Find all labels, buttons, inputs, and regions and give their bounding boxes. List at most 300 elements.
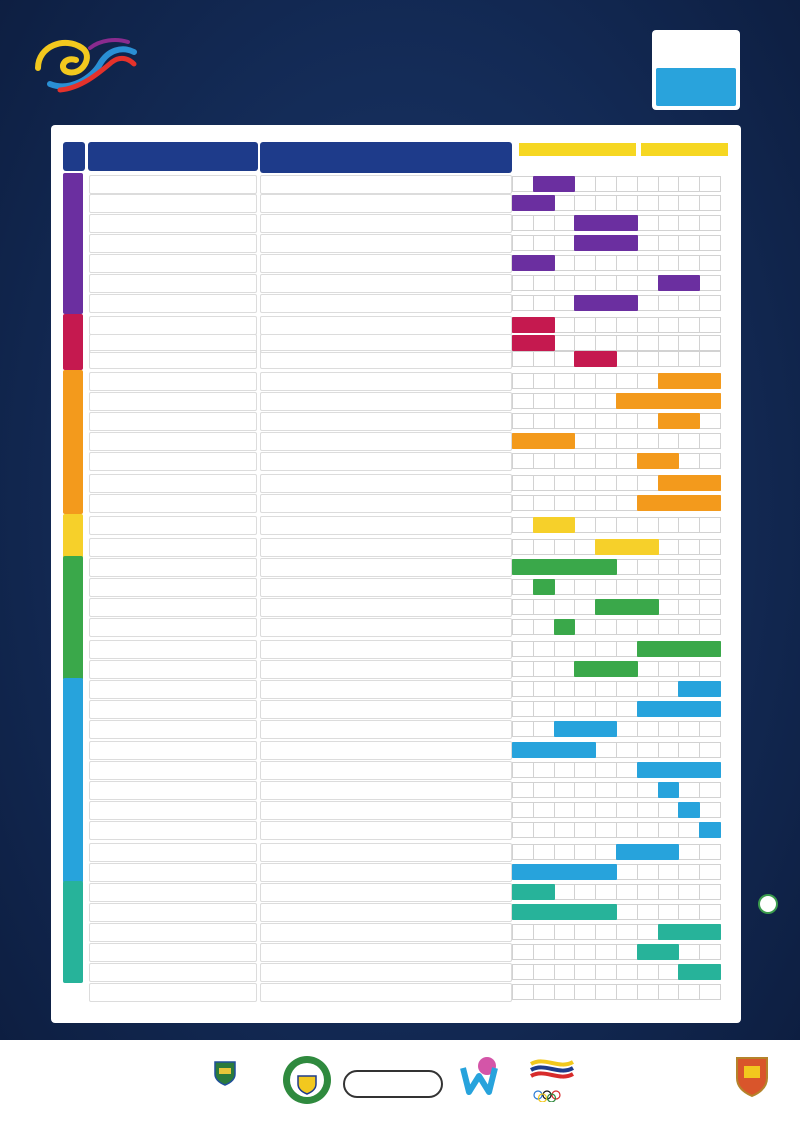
schedule-cell (574, 884, 596, 900)
schedule-cell (678, 215, 700, 231)
schedule-cell (595, 275, 617, 291)
schedule-bar (658, 275, 700, 291)
schedule-cell (512, 275, 534, 291)
schedule-cell (637, 661, 659, 677)
schedule-cell (637, 619, 659, 635)
schedule-cell (616, 742, 638, 758)
schedule-cell (595, 701, 617, 717)
schedule-cell (595, 453, 617, 469)
schedule-cell (616, 433, 638, 449)
schedule-cell (533, 413, 555, 429)
schedule-cell (512, 235, 534, 251)
venue-name (260, 720, 512, 739)
schedule-cell (533, 373, 555, 389)
schedule-bar (658, 373, 721, 389)
schedule-cell (699, 351, 721, 367)
schedule-cell (512, 641, 534, 657)
venue-name (260, 680, 512, 699)
schedule-cell (595, 822, 617, 838)
sport-name (89, 720, 257, 739)
sport-name (89, 538, 257, 557)
schedule-cell (554, 641, 575, 657)
schedule-cell (699, 802, 721, 818)
schedule-cell (533, 495, 555, 511)
schedule-cell (595, 579, 617, 595)
schedule-cell (616, 453, 638, 469)
schedule-cell (512, 802, 534, 818)
schedule-bar (574, 661, 638, 677)
venue-name (260, 700, 512, 719)
schedule-cell (658, 661, 679, 677)
schedule-cell (658, 864, 679, 880)
schedule-cell (512, 579, 534, 595)
schedule-cell (658, 195, 679, 211)
schedule-cell (574, 195, 596, 211)
schedule-cell (699, 275, 721, 291)
schedule-cell (616, 335, 638, 351)
schedule-cell (678, 782, 700, 798)
venue-name (260, 863, 512, 882)
schedule-cell (637, 275, 659, 291)
schedule-cell (574, 335, 596, 351)
schedule-cell (512, 964, 534, 980)
schedule-cell (533, 924, 555, 940)
schedule-cell (512, 822, 534, 838)
schedule-cell (574, 539, 596, 555)
schedule-cell (595, 475, 617, 491)
schedule-cell (699, 255, 721, 271)
schedule-bar (678, 681, 721, 697)
schedule-cell (574, 433, 596, 449)
schedule-cell (637, 517, 659, 533)
schedule-cell (512, 721, 534, 737)
olympic-rings-icon (530, 1090, 574, 1102)
schedule-cell (595, 944, 617, 960)
schedule-bar (574, 235, 638, 251)
schedule-cell (554, 944, 575, 960)
schedule-cell (595, 802, 617, 818)
schedule-cell (574, 255, 596, 271)
schedule-cell (658, 964, 679, 980)
schedule-cell (533, 539, 555, 555)
schedule-cell (533, 393, 555, 409)
sport-name (89, 700, 257, 719)
schedule-cell (574, 619, 596, 635)
venue-name (260, 494, 512, 513)
schedule-bar (658, 475, 721, 491)
schedule-cell (678, 351, 700, 367)
schedule-cell (595, 681, 617, 697)
schedule-cell (574, 641, 596, 657)
colombia-seal-logo (280, 1054, 334, 1108)
schedule-cell (616, 904, 638, 920)
schedule-bar (574, 351, 617, 367)
schedule-cell (616, 822, 638, 838)
schedule-cell (699, 559, 721, 575)
sponsors-footer (0, 1040, 800, 1133)
schedule-cell (574, 393, 596, 409)
schedule-bar (678, 964, 721, 980)
schedule-cell (699, 619, 721, 635)
schedule-cell (699, 661, 721, 677)
schedule-cell (637, 195, 659, 211)
schedule-cell (637, 559, 659, 575)
schedule-bar (574, 295, 638, 311)
schedule-cell (574, 579, 596, 595)
schedule-bar (533, 579, 555, 595)
schedule-cell (678, 235, 700, 251)
schedule-cell (533, 641, 555, 657)
schedule-cell (637, 802, 659, 818)
sport-name (89, 350, 257, 369)
schedule-cell (574, 822, 596, 838)
schedule-bar (658, 413, 700, 429)
sport-name (89, 214, 257, 233)
schedule-cell (574, 762, 596, 778)
schedule-cell (554, 195, 575, 211)
schedule-cell (554, 317, 575, 333)
olympic-committee-icon (527, 1056, 577, 1088)
schedule-cell (637, 176, 659, 192)
schedule-cell (699, 864, 721, 880)
schedule-cell (512, 215, 534, 231)
sport-name (89, 801, 257, 820)
venue-name (260, 618, 512, 637)
schedule-cell (512, 984, 534, 1000)
schedule-cell (637, 433, 659, 449)
sport-name (89, 660, 257, 679)
schedule-cell (512, 944, 534, 960)
schedule-cell (595, 782, 617, 798)
schedule-cell (699, 335, 721, 351)
schedule-cell (533, 351, 555, 367)
schedule-cell (595, 335, 617, 351)
cali-shield-icon (734, 1056, 770, 1098)
schedule-cell (574, 517, 596, 533)
schedule-cell (699, 904, 721, 920)
schedule-cell (533, 681, 555, 697)
schedule-bar (637, 453, 679, 469)
schedule-cell (616, 864, 638, 880)
sport-name (89, 923, 257, 942)
schedule-cell (678, 176, 700, 192)
schedule-cell (512, 413, 534, 429)
schedule-cell (554, 351, 575, 367)
venue-name (260, 254, 512, 273)
schedule-cell (699, 433, 721, 449)
schedule-cell (637, 413, 659, 429)
sport-name (89, 432, 257, 451)
schedule-cell (616, 641, 638, 657)
schedule-bar (574, 215, 638, 231)
sport-name (89, 294, 257, 313)
schedule-cell (616, 579, 638, 595)
schedule-cell (658, 579, 679, 595)
category-bar (63, 556, 83, 680)
page-header (0, 0, 800, 110)
venue-name (260, 194, 512, 213)
schedule-cell (533, 964, 555, 980)
sport-name (89, 412, 257, 431)
venue-name (260, 516, 512, 535)
schedule-cell (699, 413, 721, 429)
schedule-cell (658, 619, 679, 635)
colombia-seal-icon (281, 1054, 333, 1106)
schedule-cell (699, 782, 721, 798)
schedule-cell (616, 984, 638, 1000)
schedule-cell (658, 559, 679, 575)
schedule-cell (595, 762, 617, 778)
schedule-cell (574, 701, 596, 717)
sport-name (89, 372, 257, 391)
schedule-bar (512, 559, 617, 575)
schedule-cell (658, 351, 679, 367)
sport-name (89, 863, 257, 882)
schedule-cell (658, 742, 679, 758)
schedule-cell (678, 661, 700, 677)
schedule-cell (512, 539, 534, 555)
schedule-cell (533, 944, 555, 960)
schedule-cell (616, 351, 638, 367)
schedule-cell (637, 904, 659, 920)
iwga-icon (457, 1054, 501, 1098)
clase-header (63, 142, 85, 171)
schedule-cell (637, 215, 659, 231)
venue-name (260, 903, 512, 922)
schedule-cell (637, 475, 659, 491)
schedule-cell (574, 317, 596, 333)
schedule-cell (533, 215, 555, 231)
schedule-cell (616, 475, 638, 491)
alcaldia-logo (712, 1056, 792, 1100)
schedule-cell (554, 453, 575, 469)
schedule-cell (616, 373, 638, 389)
schedule-cell (533, 619, 555, 635)
schedule-cell (637, 721, 659, 737)
schedule-cell (699, 517, 721, 533)
schedule-cell (678, 433, 700, 449)
schedule-cell (595, 495, 617, 511)
coc-logo (520, 1056, 584, 1104)
sport-name (89, 903, 257, 922)
schedule-bar (637, 641, 721, 657)
schedule-cell (595, 317, 617, 333)
schedule-bar (533, 517, 575, 533)
sport-name (89, 963, 257, 982)
schedule-cell (699, 984, 721, 1000)
schedule-cell (595, 195, 617, 211)
schedule-cell (658, 681, 679, 697)
sport-name (89, 194, 257, 213)
schedule-cell (678, 195, 700, 211)
schedule-cell (574, 924, 596, 940)
sport-name (89, 392, 257, 411)
schedule-cell (512, 701, 534, 717)
venue-name (260, 983, 512, 1002)
sport-name (89, 494, 257, 513)
coldeportes-logo (343, 1070, 443, 1098)
schedule-cell (658, 215, 679, 231)
recycle-icon (758, 894, 778, 914)
sport-name (89, 274, 257, 293)
schedule-cell (699, 599, 721, 615)
schedule-cell (678, 453, 700, 469)
schedule-cell (533, 475, 555, 491)
month-julio (519, 143, 636, 156)
schedule-cell (616, 762, 638, 778)
valle-shield-icon (212, 1060, 238, 1086)
schedule-cell (554, 235, 575, 251)
category-bar (63, 314, 83, 370)
venue-name (260, 558, 512, 577)
schedule-cell (658, 517, 679, 533)
schedule-cell (637, 255, 659, 271)
iwga-logo (452, 1054, 506, 1100)
sport-name (89, 781, 257, 800)
schedule-cell (554, 335, 575, 351)
schedule-cell (595, 517, 617, 533)
sport-name (89, 516, 257, 535)
schedule-cell (533, 844, 555, 860)
schedule-cell (533, 802, 555, 818)
month-agosto (641, 143, 728, 156)
schedule-cell (512, 475, 534, 491)
schedule-cell (616, 884, 638, 900)
schedule-cell (595, 255, 617, 271)
schedule-cell (699, 742, 721, 758)
schedule-cell (595, 924, 617, 940)
venue-name (260, 883, 512, 902)
schedule-cell (658, 904, 679, 920)
venue-name (260, 761, 512, 780)
schedule-bar (699, 822, 721, 838)
venue-name (260, 372, 512, 391)
schedule-cell (595, 393, 617, 409)
schedule-cell (595, 373, 617, 389)
schedule-cell (533, 984, 555, 1000)
schedule-cell (658, 176, 679, 192)
schedule-cell (637, 884, 659, 900)
venue-name (260, 214, 512, 233)
sport-name (89, 640, 257, 659)
schedule-cell (512, 176, 534, 192)
schedule-bar (658, 782, 679, 798)
schedule-cell (512, 453, 534, 469)
schedule-cell (554, 701, 575, 717)
schedule-cell (616, 721, 638, 737)
sport-name (89, 618, 257, 637)
schedule-cell (533, 275, 555, 291)
schedule-cell (658, 235, 679, 251)
venue-name (260, 640, 512, 659)
schedule-cell (574, 984, 596, 1000)
schedule-cell (678, 721, 700, 737)
schedule-cell (678, 944, 700, 960)
sport-name (89, 452, 257, 471)
schedule-cell (637, 984, 659, 1000)
venue-name (260, 538, 512, 557)
schedule-cell (658, 255, 679, 271)
schedule-cell (554, 844, 575, 860)
sport-name (89, 254, 257, 273)
sport-name (89, 843, 257, 862)
schedule-cell (554, 255, 575, 271)
schedule-cell (699, 944, 721, 960)
sport-name (89, 558, 257, 577)
schedule-cell (595, 742, 617, 758)
schedule-cell (637, 681, 659, 697)
schedule-cell (616, 782, 638, 798)
category-bar (63, 881, 83, 983)
world-games-logo-icon (30, 28, 140, 98)
schedule-cell (574, 782, 596, 798)
schedule-cell (595, 844, 617, 860)
schedule-cell (512, 393, 534, 409)
category-bar (63, 173, 83, 314)
schedule-cell (533, 762, 555, 778)
schedule-bar (512, 742, 596, 758)
schedule-cell (512, 373, 534, 389)
schedule-cell (658, 539, 679, 555)
venue-name (260, 452, 512, 471)
schedule-cell (699, 215, 721, 231)
schedule-cell (595, 984, 617, 1000)
schedule-cell (554, 393, 575, 409)
sport-name (89, 883, 257, 902)
schedule-cell (512, 924, 534, 940)
schedule-cell (637, 295, 659, 311)
schedule-cell (678, 984, 700, 1000)
schedule-cell (658, 599, 679, 615)
schedule-cell (533, 661, 555, 677)
schedule-bar (533, 176, 575, 192)
escenario-header (260, 142, 512, 173)
sport-name (89, 821, 257, 840)
schedule-cell (616, 559, 638, 575)
schedule-cell (699, 539, 721, 555)
schedule-cell (554, 822, 575, 838)
schedule-cell (616, 619, 638, 635)
schedule-cell (678, 559, 700, 575)
venue-name (260, 392, 512, 411)
schedule-cell (658, 335, 679, 351)
schedule-cell (595, 641, 617, 657)
schedule-cell (637, 742, 659, 758)
schedule-cell (699, 317, 721, 333)
schedule-cell (533, 782, 555, 798)
schedule-cell (616, 964, 638, 980)
sport-name (89, 578, 257, 597)
schedule-cell (616, 517, 638, 533)
schedule-cell (512, 599, 534, 615)
schedule-cell (554, 275, 575, 291)
sport-name (89, 983, 257, 1002)
schedule-cell (512, 661, 534, 677)
venue-name (260, 821, 512, 840)
schedule-cell (574, 475, 596, 491)
schedule-cell (512, 844, 534, 860)
ticket-info-box (652, 30, 740, 110)
schedule-cell (678, 742, 700, 758)
schedule-cell (554, 884, 575, 900)
schedule-bar (512, 255, 555, 271)
venue-name (260, 274, 512, 293)
schedule-cell (533, 453, 555, 469)
schedule-cell (512, 782, 534, 798)
schedule-cell (699, 884, 721, 900)
schedule-cell (699, 721, 721, 737)
schedule-cell (574, 176, 596, 192)
